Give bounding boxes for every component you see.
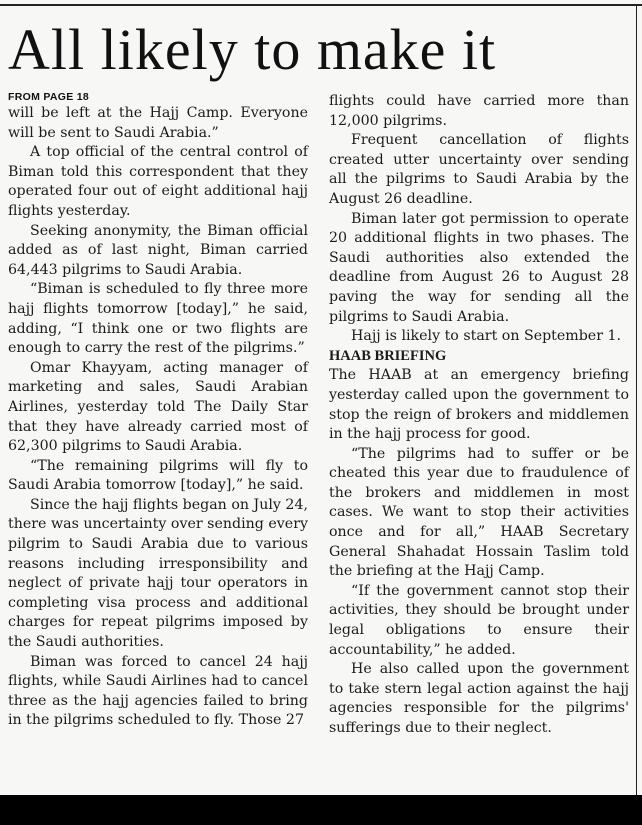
paragraph: Hajj is likely to start on September 1. bbox=[351, 328, 622, 345]
paragraph: Seeking anonymity, the Biman official added as of last night, Biman carried 64,443 pilgrims to Saudi Arabia. bbox=[8, 222, 308, 278]
subhead: HAAB BRIEFING bbox=[329, 347, 447, 364]
paragraph: “The remaining pilgrims will fly to Saudi Arabia tomorrow [today],” he said. bbox=[8, 457, 308, 494]
paragraph: The HAAB at an emergency briefing yesterday called upon the government to stop the reign of brokers and middlemen in the hajj process for good. bbox=[329, 367, 629, 443]
headline: All likely to make it bbox=[8, 17, 497, 82]
paragraph: He also called upon the government to take stern legal action against the hajj agencies responsible for the pilgrims' sufferings due to their neglect. bbox=[329, 661, 629, 736]
paragraph: “If the government cannot stop their activities, they should be brought under legal obligations to ensure their accountability,” he added. bbox=[329, 582, 629, 658]
right-column bbox=[329, 92, 629, 739]
top-rule bbox=[0, 4, 642, 6]
paragraph: Biman later got permission to operate 20 additional flights in two phases. The Saudi authorities also extended the deadline from August 26 to August 28 paving the way for sending all the pilgrims to Saudi Arabia. bbox=[329, 210, 629, 325]
paragraph: A top official of the central control of Biman told this correspondent that they operated four out of eight additional hajj flights yesterday. bbox=[8, 144, 308, 219]
paragraph: Biman was forced to cancel 24 hajj flights, while Saudi Airlines had to cancel three as the hajj agencies failed to bring in the pilgrims scheduled to fly. Those 27 bbox=[8, 653, 308, 729]
paragraph: “The pilgrims had to suffer or be cheated this year due to fraudulence of the brokers and middlemen in most cases. We want to stop their activities once and for all,” HAAB Secretary General Shahadat Hossain Taslim told the briefing at the Hajj Camp. bbox=[329, 445, 629, 580]
paragraph: “Biman is scheduled to fly three more hajj flights tomorrow [today],” he said, adding, “I think one or two flights are enough to carry the rest of the pilgrims.” bbox=[8, 281, 308, 357]
paragraph: flights could have carried more than 12,000 pilgrims. bbox=[329, 93, 629, 129]
paragraph: will be left at the Hajj Camp. Everyone will be sent to Saudi Arabia.” bbox=[8, 105, 308, 141]
paragraph: Frequent cancellation of flights created utter uncertainty over sending all the pilgrims to Saudi Arabia by the August 26 deadline. bbox=[329, 132, 629, 207]
kicker: FROM PAGE 18 bbox=[8, 91, 90, 103]
left-column bbox=[8, 90, 308, 731]
paragraph: Since the hajj flights began on July 24, there was uncertainty over sending every pilgrim to Saudi Arabia due to various reasons including irresponsibility and neglect of private hajj tour operators in completing visa process and additional charges for repeat pilgrims imposed by the Saudi authorities. bbox=[8, 496, 308, 651]
paragraph: Omar Khayyam, acting manager of marketing and sales, Saudi Arabian Airlines, yesterday told The Daily Star that they have already carried most of 62,300 pilgrims to Saudi Arabia. bbox=[8, 359, 308, 455]
right-rule bbox=[636, 4, 637, 795]
bottom-band bbox=[0, 795, 642, 825]
